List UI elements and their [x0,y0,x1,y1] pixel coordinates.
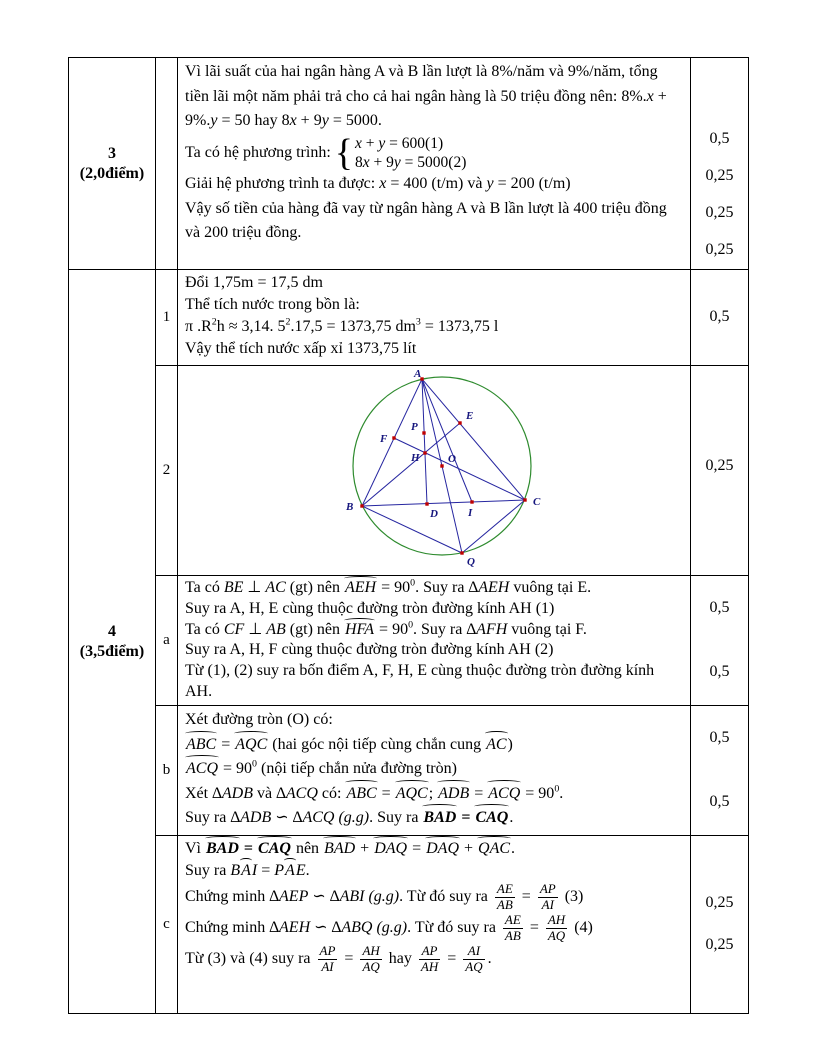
problem-number: 4 [108,622,116,640]
solution-line: Chứng minh ∆AEH ∽ ∆ABQ (g.g). Từ đó suy ra $\frac{AE}{AB}$ = $\frac{AH}{AQ}$ (4) [185,911,593,943]
solution-line: Xét đường tròn (O) có: [185,711,333,728]
mark-value: 0,5 [709,729,730,746]
row-problem-3 [69,58,749,270]
segment-BQ [362,506,462,553]
solution-line: Suy ra A, H, F cùng thuộc đường tròn đường kính AH (2) [185,641,554,659]
solution-line: Suy ra A, H, E cùng thuộc đường tròn đường kính AH (1) [185,599,555,617]
solution-line: Từ (3) và (4) suy ra $\frac{AP}{AI}$ = $\frac{AH}{AQ}$ hay $\frac{AP}{AH}$ = $\frac{AI}{AQ}$ . [185,942,492,974]
segment-BC [362,500,525,506]
solution-line: Vì BAD = CAQ nên BAD + DAQ = DAQ + QAC. [185,838,683,860]
point-E [458,421,461,424]
point-H [423,451,426,454]
part-2-marks-cell [691,366,749,576]
part-b-solution [178,706,691,836]
solution-line: Ta có hệ phương trình: { x + y = 600(1) 8x + 9y = 5000(2) [185,131,467,174]
point-C [523,498,526,501]
problem-3-number-cell [69,58,156,270]
marks-column [691,836,748,1012]
segment-CF [394,438,525,500]
part-2-figure-cell [178,366,691,576]
geometry-figure-svg [184,368,684,568]
problem-3-solution [178,58,691,270]
solution-line: π $.R^2h \approx 3,14$. $5^2.17,5 = 1373,75$ $dm^3 = 1373,75$ l [185,316,499,335]
problem-3-part-cell [156,58,178,270]
part-a-marks-cell [691,576,749,706]
part-2-label: 2 [156,366,178,576]
part-a-solution [178,576,691,706]
part-c-solution [178,836,691,1014]
mark-value: 0,25 [705,936,734,953]
geometry-figure [180,368,688,573]
point-label-H: H [411,452,420,464]
point-I [470,500,473,503]
solution-line: Vậy số tiền của hàng đã vay từ ngân hàng A và B lần lượt là 400 triệu đồng và 200 triệu đồng. [185,199,667,242]
problem-points-label: (2,0điểm) [79,164,145,182]
mark-value: 0,5 [709,599,730,616]
solution-line: Đổi 1,75m = 17,5 dm [185,274,323,291]
problem-3-marks-cell [691,58,749,270]
point-Q [460,551,463,554]
segment-AB [362,379,422,506]
segment-AI [422,379,472,502]
row-problem-4-part-c [69,836,749,1014]
row-problem-4-part-1 [69,270,749,366]
point-label-F: F [380,433,388,445]
mark-value: 0,25 [705,894,734,911]
row-problem-4-part-a [69,576,749,706]
solution-line: Giải hệ phương trình ta được: x = 400 (t/m) và y = 200 (t/m) [185,175,571,193]
point-O [440,464,443,467]
problem-points-label: (3,5điểm) [79,642,145,660]
mark-value: 0,25 [705,457,734,474]
point-label-Q: Q [467,556,475,568]
row-problem-4-part-2 [69,366,749,576]
part-c-label: c [156,836,178,1014]
part-b-label: b [156,706,178,836]
marks-column [691,576,748,704]
part-b-marks-cell [691,706,749,836]
point-label-O: O [448,453,456,465]
marks-column [691,270,748,364]
point-label-E: E [466,410,474,422]
mark-value: 0,5 [709,308,730,325]
point-label-C: C [533,496,541,508]
segment-AC [422,379,525,500]
marks-column [691,706,748,834]
part-c-marks-cell [691,836,749,1014]
problem-number: 3 [108,144,116,162]
point-P [422,431,425,434]
answer-table [68,57,749,1014]
mark-value: 0,25 [705,167,734,184]
solution-line: Thể tích nước trong bồn là: [185,296,360,313]
row-problem-4-part-b [69,706,749,836]
solution-line: Vậy thể tích nước xấp xỉ 1373,75 lít [185,340,417,357]
solution-line: Ta có CF ⊥ AB (gt) nên HFA = $90^0$. Suy ra ∆AFH vuông tại F. [185,620,683,641]
point-label-I: I [468,507,473,519]
solution-line: ACQ = $90^0$ (nội tiếp chắn nửa đường tròn) [185,757,683,782]
solution-line: Chứng minh ∆AEP ∽ ∆ABI (g.g). Từ đó suy ra $\frac{AE}{AB}$ = $\frac{AP}{AI}$ (3) [185,881,584,912]
solution-line: Xét ∆ADB và ∆ACQ có: ABC = AQC; ADB = ACQ = $90^0$. [185,782,683,807]
part-1-label: 1 [156,270,178,366]
marks-column [691,366,748,566]
point-D [425,502,428,505]
part-1-marks-cell [691,270,749,366]
point-label-B: B [346,501,354,513]
mark-value: 0,25 [705,241,734,258]
part-1-solution [178,270,691,366]
point-F [392,436,395,439]
point-label-P: P [411,421,418,433]
solution-line: Suy ra ∆ADB ∽ ∆ACQ (g.g). Suy ra BAD = CAQ. [185,806,683,831]
point-label-A: A [414,368,422,380]
point-B [360,504,363,507]
mark-value: 0,25 [705,204,734,221]
mark-value: 0,5 [709,663,730,680]
part-a-label: a [156,576,178,706]
solution-line: Ta có BE ⊥ AC (gt) nên AEH = $90^0$. Suy ra ∆AEH vuông tại E. [185,578,683,599]
solution-line: Từ (1), (2) suy ra bốn điểm A, F, H, E cùng thuộc đường tròn đường kính AH. [185,662,655,700]
problem-4-number-cell [69,270,156,1014]
solution-line: Vì lãi suất của hai ngân hàng A và B lần lượt là 8%/năm và 9%/năm, tổng tiền lãi một năm phải trả cho cả hai ngân hàng là 50 triệu đồng nên: 8%.x + 9%.y = 50 hay 8x + 9y = 5000. [185,63,667,129]
point-label-D: D [430,508,438,520]
mark-value: 0,5 [709,130,730,147]
mark-value: 0,5 [709,793,730,810]
marks-column [691,58,748,269]
solution-line: ABC = AQC (hai góc nội tiếp cùng chắn cung AC) [185,733,683,758]
solution-line: Suy ra BAI = PAE. [185,860,683,882]
